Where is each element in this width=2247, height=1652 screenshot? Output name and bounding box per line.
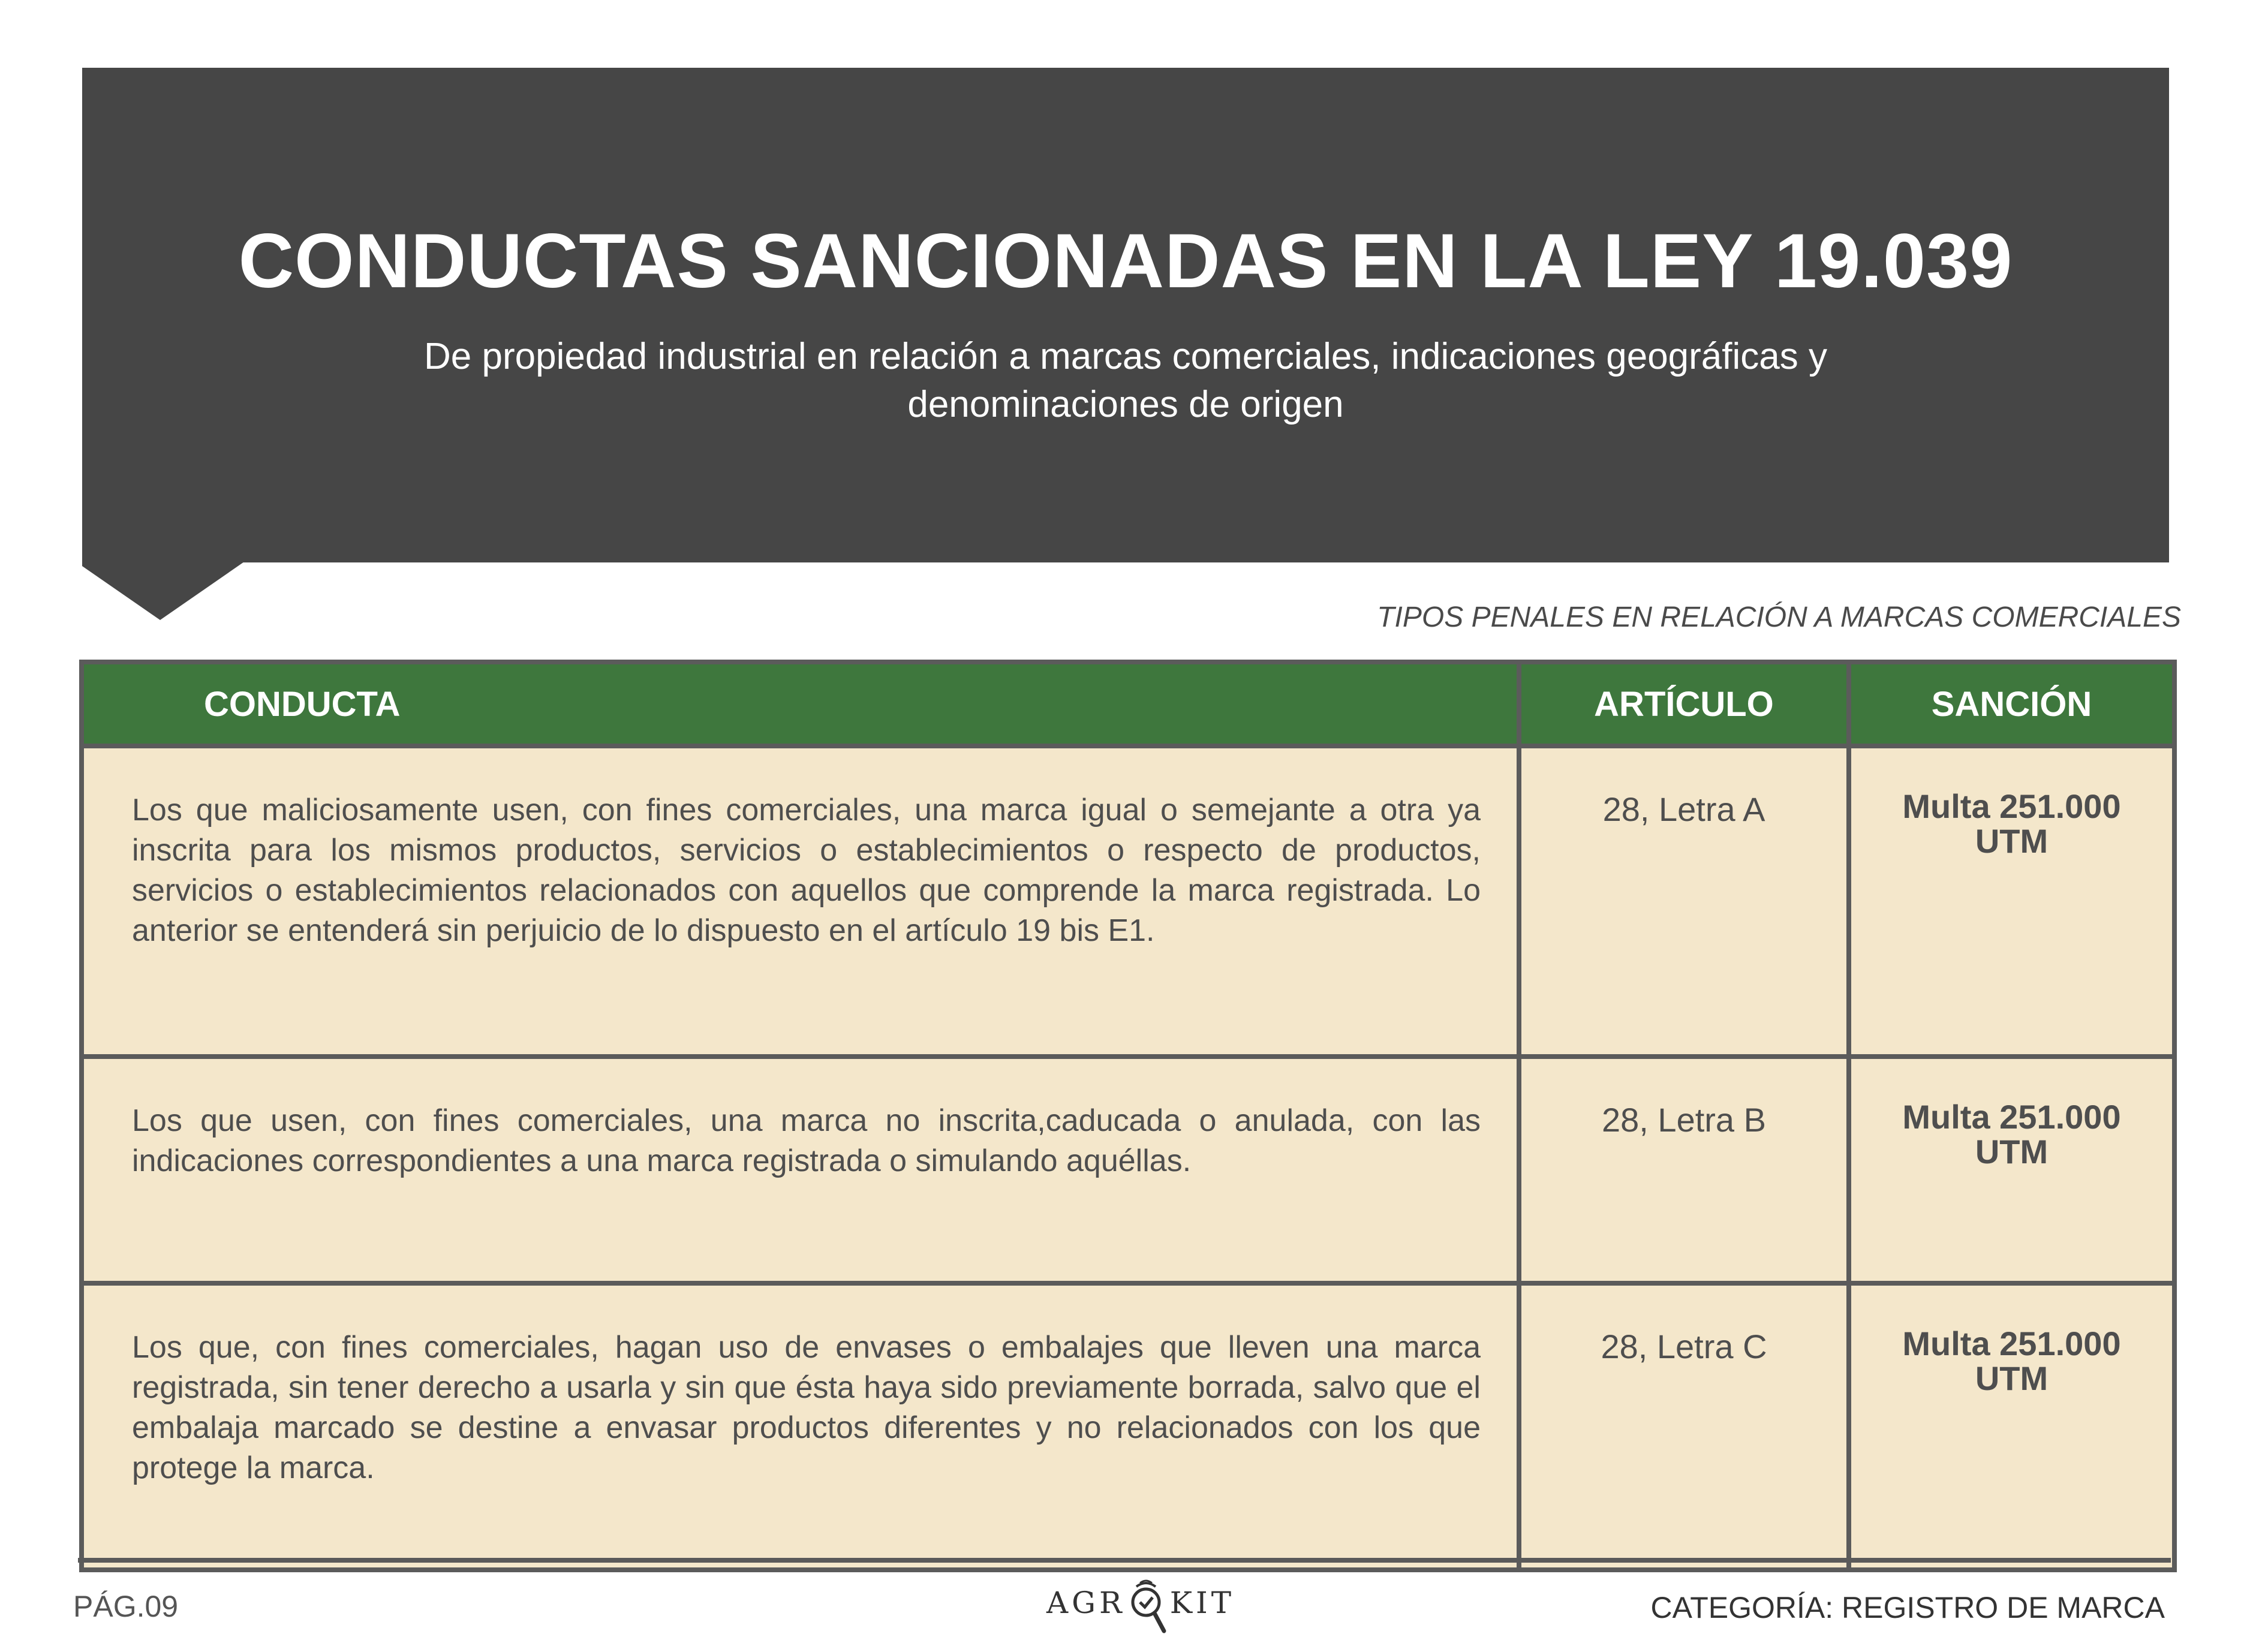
cell-conducta: Los que usen, con fines comerciales, una marca no inscrita,caducada o anulada, con las indicaciones correspondientes a una marca registrada o simulando aquéllas. (82, 1057, 1519, 1283)
sancion-unit: UTM (1975, 1133, 2049, 1170)
sanctions-table (79, 660, 2172, 1485)
sancion-amount: Multa 251.000 (1902, 1098, 2121, 1136)
header-sancion: SANCIÓN (1849, 662, 2174, 746)
sancion-amount: Multa 251.000 (1902, 787, 2121, 825)
page-title: CONDUCTAS SANCIONADAS EN LA LEY 19.039 (238, 218, 2013, 304)
cell-articulo: 28, Letra C (1519, 1283, 1849, 1570)
sancion-unit: UTM (1975, 1359, 2049, 1397)
header-conducta: CONDUCTA (82, 662, 1519, 746)
header-articulo: ARTÍCULO (1519, 662, 1849, 746)
table-header-row (82, 662, 2174, 746)
table-row (82, 746, 2174, 1057)
cell-conducta: Los que maliciosamente usen, con fines comerciales, una marca igual o semejante a otra ya inscrita para los mismos productos, servicios o establecimientos o respecto de productos, servicios o establecimientos relacionados con aquellos que comprende la marca registrada. Lo anterior se entenderá sin perjuicio de lo dispuesto en el artículo 19 bis E1. (82, 746, 1519, 1057)
cell-sancion (1849, 1057, 2174, 1283)
subtitle-line-2: denominaciones de origen (907, 384, 1344, 425)
table-row (82, 1283, 2174, 1570)
page-subtitle (370, 333, 1881, 429)
cell-sancion (1849, 1283, 2174, 1570)
cell-articulo: 28, Letra B (1519, 1057, 1849, 1283)
magnifier-check-icon (1127, 1578, 1169, 1645)
section-label: TIPOS PENALES EN RELACIÓN A MARCAS COMERCIALES (1377, 601, 2181, 633)
header-banner (82, 68, 2169, 562)
agrokit-logo (1046, 1576, 1235, 1642)
logo-text-left: AGR (1046, 1585, 1126, 1620)
logo-text-right: KIT (1169, 1585, 1235, 1620)
sancion-unit: UTM (1975, 822, 2049, 860)
cell-conducta: Los que, con fines comerciales, hagan uso de envases o embalajes que lleven una marca registrada, sin tener derecho a usarla y sin que ésta haya sido previamente borrada, salvo que el embalaja marcado se destine a envasar productos diferentes y no relacionados con los que protege la marca. (82, 1283, 1519, 1570)
page-number: PÁG.09 (73, 1590, 179, 1623)
sancion-amount: Multa 251.000 (1902, 1325, 2121, 1362)
subtitle-line-1: De propiedad industrial en relación a marcas comerciales, indicaciones geográficas y (424, 336, 1827, 377)
footer-divider (78, 1558, 2171, 1563)
cell-articulo: 28, Letra A (1519, 746, 1849, 1057)
category-label: CATEGORÍA: REGISTRO DE MARCA (1650, 1591, 2165, 1624)
cell-sancion (1849, 746, 2174, 1057)
table-row (82, 1057, 2174, 1283)
